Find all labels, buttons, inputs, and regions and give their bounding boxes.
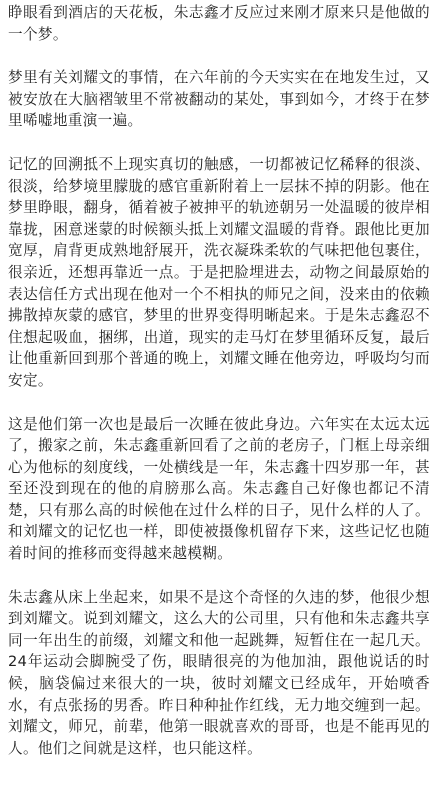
paragraph-gap bbox=[8, 565, 430, 587]
paragraph-3: 记忆的回溯抵不上现实真切的触感，一切都被记忆稀释的很淡、很淡，给梦境里朦胧的感官重新附着上一层抹不掉的阴影。他在梦里睁眼，翻身，循着被子被抻平的轨迹朝另一处温暖的彼岸相靠拢，困意迷蒙的时候额头抵上刘耀文温暖的背脊。跟他比更加宽厚，肩背更成熟地舒展开，洗衣凝珠柔软的气味把他包裹住，很亲近，还想再靠近一点。于是把脸埋进去，动物之间最原始的表达信任方式出现在他对一个不相执的师兄之间，没来由的依赖拂散掉灰蒙的感官，梦里的世界变得明晰起来。于是朱志鑫忍不住想起吸血，捆绑，出道，现实的走马灯在梦里循环反复，最后让他重新回到那个普通的晚上，刘耀文睡在他旁边，呼吸均匀而安定。 bbox=[8, 155, 430, 389]
paragraph-1: 睁眼看到酒店的天花板，朱志鑫才反应过来刚才原来只是他做的一个梦。 bbox=[8, 4, 430, 43]
paragraph-gap bbox=[8, 392, 430, 414]
paragraph-5: 朱志鑫从床上坐起来，如果不是这个奇怪的久违的梦，他很少想到刘耀文。说到刘耀文，这么大的公司里，只有他和朱志鑫共享同一年出生的前缀，刘耀文和他一起跳舞，短暂住在一起几天。24年运动会脚腕受了伤，眼睛很亮的为他加油，跟他说话的时候，脑袋偏过来很大的一块，彼时刘耀文已经成年，开始喷香水，有点张扬的男香。昨日种种扯作红线，无力地交缠到一起。刘耀文，师兄，前辈，他第一眼就喜欢的哥哥，也是不能再见的人。他们之间就是这样，也只能这样。 bbox=[8, 588, 430, 757]
paragraph-gap bbox=[8, 45, 430, 67]
paragraph-gap bbox=[8, 132, 430, 154]
paragraph-4: 这是他们第一次也是最后一次睡在彼此身边。六年实在太远太远了，搬家之前，朱志鑫重新回看了之前的老房子，门框上母亲细心为他标的刻度线，一处横线是一年，朱志鑫十四岁那一年，甚至还没到现在的他的肩膀那么高。朱志鑫自己好像也都记不清楚，只有那么高的时候他在过什么样的日子，见什么样的人了。和刘耀文的记忆也一样，即使被摄像机留存下来，这些记忆也随着时间的推移而变得越来越模糊。 bbox=[8, 415, 430, 563]
paragraph-2: 梦里有关刘耀文的事情，在六年前的今天实实在在地发生过，又被安放在大脑褶皱里不常被翻动的某处，事到如今，才终于在梦里唏嘘地重演一遍。 bbox=[8, 69, 430, 130]
